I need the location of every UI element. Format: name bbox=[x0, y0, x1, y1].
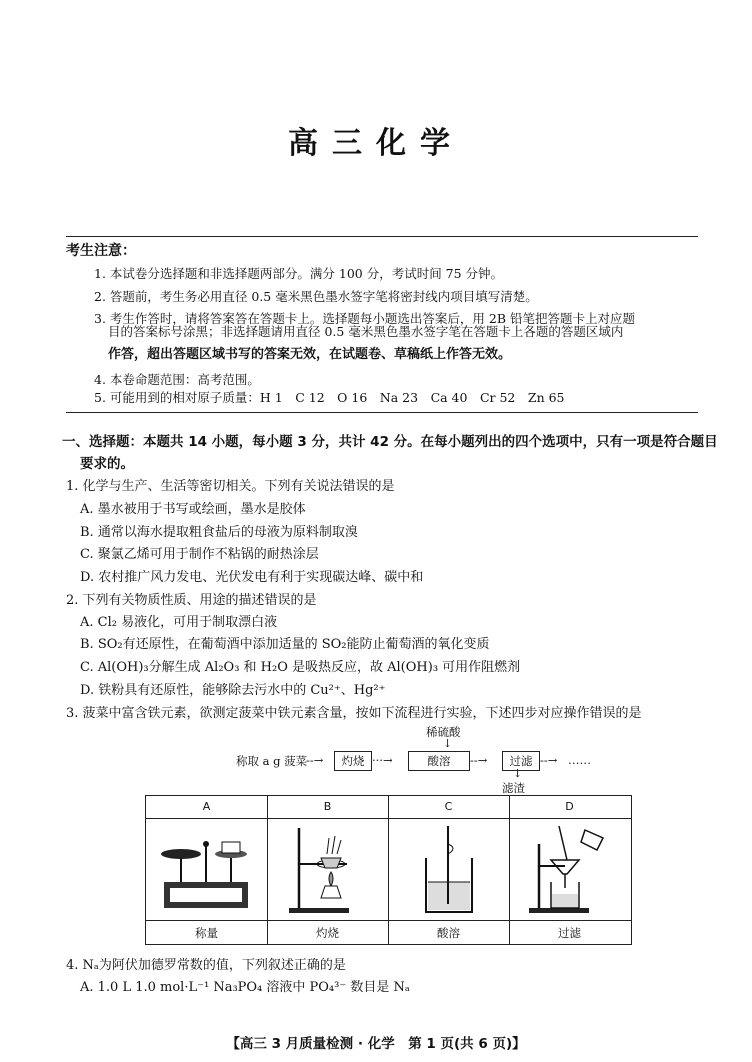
column-label: 称量 bbox=[195, 926, 218, 940]
beaker-stirring-icon bbox=[418, 824, 480, 916]
page-footer: 【高三 3 月质量检测 · 化学 第 1 页(共 6 页)】 bbox=[226, 1036, 526, 1052]
question-stem: 3. 菠菜中富含铁元素，欲测定菠菜中铁元素含量，按如下流程进行实验，下述四步对应操作错误的是 bbox=[66, 706, 642, 721]
notice-item: 目的答案标号涂黑；非选择题请用直径 0.5 毫米黑色墨水签字笔在答题卡上各题的答题区域内 bbox=[108, 324, 624, 339]
arrow-right-icon: --→ bbox=[306, 753, 324, 767]
column-label: 灼烧 bbox=[316, 926, 339, 940]
question-stem: 2. 下列有关物质性质、用途的描述错误的是 bbox=[66, 593, 317, 608]
section-heading: 一、选择题：本题共 14 小题，每小题 3 分，共计 42 分。在每小题列出的四个选项中，只有一项是符合题目 bbox=[62, 434, 718, 450]
column-label: 酸溶 bbox=[437, 926, 460, 940]
flow-start: 称取 a g 菠菜 bbox=[236, 754, 308, 768]
arrow-down-icon: ↓ bbox=[443, 737, 453, 750]
flow-residue: 滤渣 bbox=[502, 781, 525, 795]
column-header: D bbox=[565, 800, 574, 813]
column-label: 过滤 bbox=[558, 926, 581, 940]
notice-item: 4. 本卷命题范围：高考范围。 bbox=[94, 372, 260, 387]
notice-item: 5. 可能用到的相对原子质量：H 1 C 12 O 16 Na 23 Ca 40 Cr 52 Zn 65 bbox=[94, 390, 565, 405]
notice-item-bold: 作答，超出答题区域书写的答案无效，在试题卷、草稿纸上作答无效。 bbox=[108, 347, 512, 362]
question-option: C. Al(OH)₃分解生成 Al₂O₃ 和 H₂O 是吸热反应，故 Al(OH)₃ 可用作阻燃剂 bbox=[80, 660, 521, 675]
question-option: A. Cl₂ 易液化，可用于制取漂白液 bbox=[80, 615, 278, 630]
question-stem: 4. Nₐ为阿伏加德罗常数的值，下列叙述正确的是 bbox=[66, 958, 346, 973]
notice-item: 1. 本试卷分选择题和非选择题两部分。满分 100 分，考试时间 75 分钟。 bbox=[94, 266, 504, 281]
question-option: D. 铁粉具有还原性，能够除去污水中的 Cu²⁺、Hg²⁺ bbox=[80, 683, 386, 698]
table-column bbox=[388, 796, 510, 944]
notice-item: 3. 考生作答时，请将答案答在答题卡上。选择题每小题选出答案后，用 2B 铅笔把答题卡上对应题 bbox=[94, 311, 635, 326]
question-option: A. 1.0 L 1.0 mol·L⁻¹ Na₃PO₄ 溶液中 PO₄³⁻ 数目是 Nₐ bbox=[80, 980, 410, 995]
filtration-icon bbox=[525, 824, 617, 916]
page-title: 高三化学 bbox=[288, 126, 464, 161]
table-column bbox=[267, 796, 389, 944]
question-option: B. SO₂有还原性，在葡萄酒中添加适量的 SO₂能防止葡萄酒的氧化变质 bbox=[80, 637, 490, 652]
notice-heading: 考生注意： bbox=[66, 243, 136, 259]
table-column bbox=[146, 796, 268, 944]
apparatus-table bbox=[145, 795, 632, 945]
flow-step-box: 酸溶 bbox=[408, 751, 470, 771]
table-column bbox=[509, 796, 630, 944]
section-heading-cont: 要求的。 bbox=[80, 456, 134, 472]
question-option: A. 墨水被用于书写或绘画，墨水是胶体 bbox=[80, 502, 306, 517]
divider bbox=[66, 236, 698, 237]
flow-end: …… bbox=[568, 753, 591, 767]
column-header: B bbox=[323, 800, 332, 813]
column-header: A bbox=[202, 800, 211, 813]
flow-step-box: 过滤 bbox=[502, 751, 540, 771]
question-option: D. 农村推广风力发电、光伏发电有利于实现碳达峰、碳中和 bbox=[80, 570, 424, 585]
balance-icon bbox=[156, 824, 256, 916]
question-stem: 1. 化学与生产、生活等密切相关。下列有关说法错误的是 bbox=[66, 479, 395, 494]
flow-step-box: 灼烧 bbox=[334, 751, 372, 771]
flow-reagent: 稀硫酸 bbox=[426, 725, 461, 739]
question-option: C. 聚氯乙烯可用于制作不粘锅的耐热涂层 bbox=[80, 547, 319, 562]
arrow-right-icon: --→ bbox=[470, 753, 488, 767]
crucible-heating-icon bbox=[285, 824, 371, 916]
question-option: B. 通常以海水提取粗食盐后的母液为原料制取溴 bbox=[80, 525, 358, 540]
arrow-right-icon: ···→ bbox=[372, 753, 393, 767]
arrow-down-icon: ↓ bbox=[513, 767, 523, 780]
notice-item: 2. 答题前，考生务必用直径 0.5 毫米黑色墨水签字笔将密封线内项目填写清楚。 bbox=[94, 289, 538, 304]
divider bbox=[66, 412, 698, 413]
column-header: C bbox=[444, 800, 453, 813]
arrow-right-icon: --→ bbox=[540, 753, 558, 767]
